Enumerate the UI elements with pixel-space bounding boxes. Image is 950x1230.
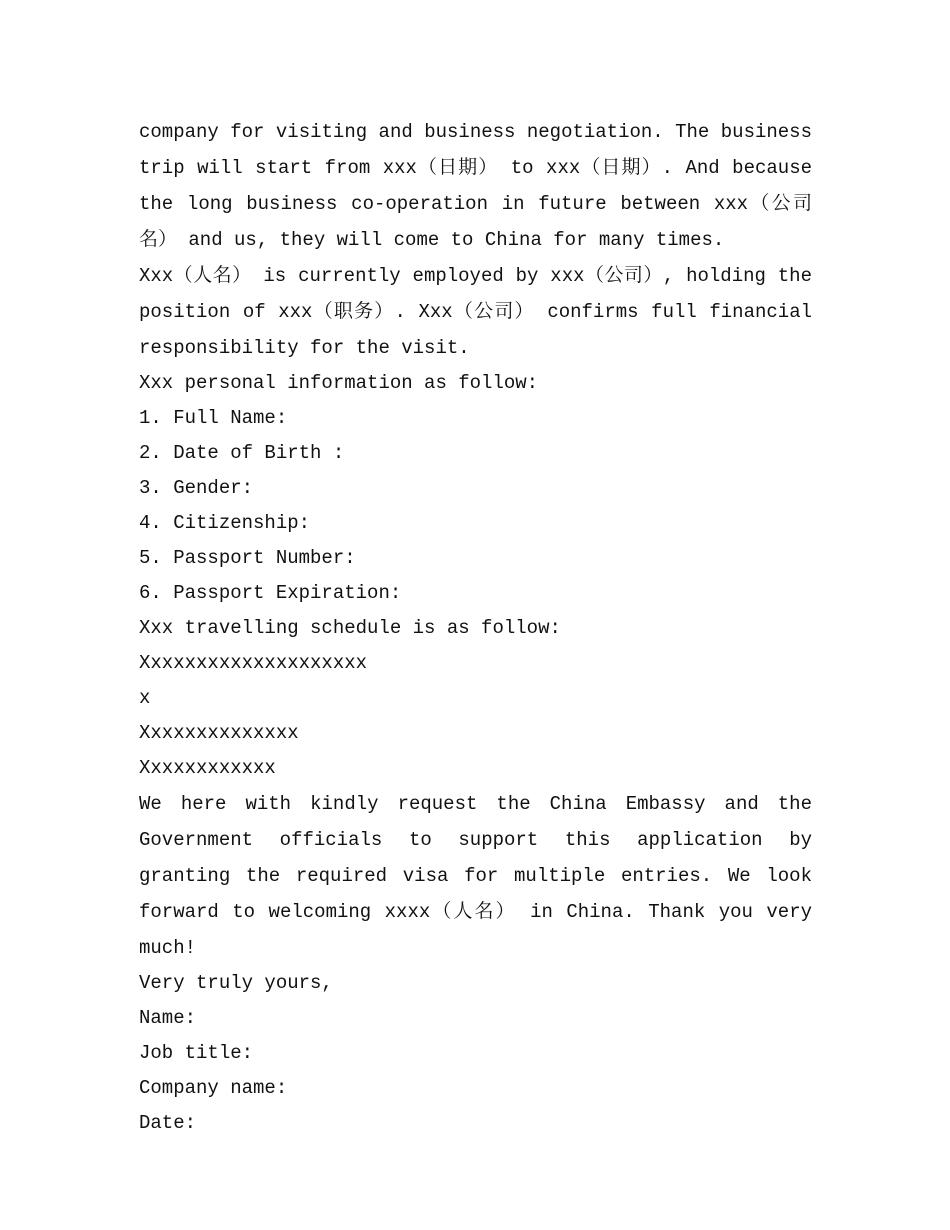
request-paragraph: We here with kindly request the China Embassy and the Government officials to support this application by granting the required visa for multiple entries. We look forward to welcoming xxxx（人名） in China. Thank you very much! bbox=[139, 793, 812, 959]
schedule-line: Xxxxxxxxxxxx bbox=[139, 757, 276, 779]
personal-info-item: 2. Date of Birth : bbox=[139, 442, 345, 464]
intro-paragraph: company for visiting and business negotiation. The business trip will start from xxx（日期） to xxx（日期）. And because the long business co-operation in future between xxx（公司名） and us, they will come to China for many times. bbox=[139, 121, 812, 251]
personal-info-heading: Xxx personal information as follow: bbox=[139, 372, 539, 394]
signature-field-job-title: Job title: bbox=[139, 1042, 254, 1064]
schedule-line: x bbox=[139, 687, 151, 709]
personal-info-item: 3. Gender: bbox=[139, 477, 254, 499]
schedule-heading: Xxx travelling schedule is as follow: bbox=[139, 617, 561, 639]
personal-info-item: 5. Passport Number: bbox=[139, 547, 356, 569]
personal-info-item: 1. Full Name: bbox=[139, 407, 288, 429]
personal-info-item: 6. Passport Expiration: bbox=[139, 582, 402, 604]
schedule-line: Xxxxxxxxxxxxxxxxxxxx bbox=[139, 652, 368, 674]
personal-info-item: 4. Citizenship: bbox=[139, 512, 311, 534]
schedule-line: Xxxxxxxxxxxxxx bbox=[139, 722, 299, 744]
signature-field-name: Name: bbox=[139, 1007, 197, 1029]
signature-field-date: Date: bbox=[139, 1112, 197, 1134]
signature-field-company: Company name: bbox=[139, 1077, 288, 1099]
employment-paragraph: Xxx（人名） is currently employed by xxx（公司）, holding the position of xxx（职务）. Xxx（公司） confirms full financial responsibility for the visit. bbox=[139, 265, 812, 359]
closing-line: Very truly yours, bbox=[139, 972, 333, 994]
letter-body bbox=[139, 114, 812, 1141]
